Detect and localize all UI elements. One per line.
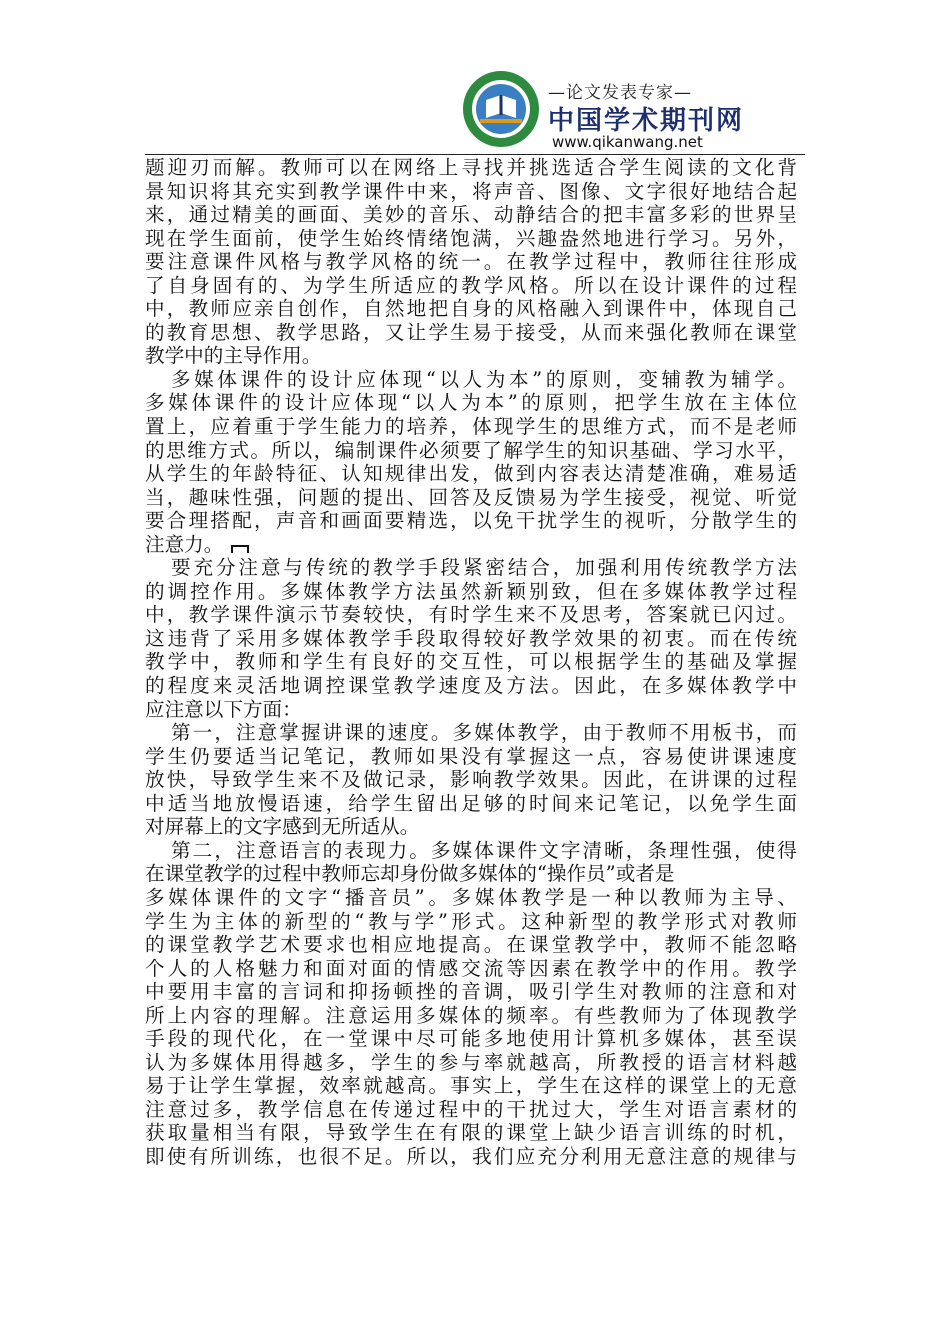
text-line: 对屏幕上的文字感到无所适从。 bbox=[145, 815, 420, 839]
text-line: 注意力。 bbox=[145, 532, 224, 556]
text-line: 教学中，教师和学生有良好的交互性，可以根据学生的基础及掌握 bbox=[145, 650, 797, 674]
text-line: 易于让学生掌握，效率就越高。事实上，学生在这样的课堂上的无意 bbox=[145, 1074, 797, 1098]
page-header bbox=[0, 0, 950, 158]
site-url: www.qikanwang.net bbox=[552, 133, 703, 151]
text-line: 的课堂教学艺术要求也相应地提高。在课堂教学中，教师不能忽略 bbox=[145, 933, 797, 957]
text-line: 即使有所训练，也很不足。所以，我们应充分利用无意注意的规律与 bbox=[145, 1144, 797, 1168]
text-line: 景知识将其充实到教学课件中来，将声音、图像、文字很好地结合起 bbox=[145, 179, 797, 203]
logo-tagline: —论文发表专家— bbox=[548, 83, 692, 103]
text-line: 注意过多，教学信息在传递过程中的干扰过大，学生对语言素材的 bbox=[145, 1097, 797, 1121]
text-line: 第一，注意掌握讲课的速度。多媒体教学，由于教师不用板书，而 bbox=[171, 721, 797, 745]
text-line: 放快，导致学生来不及做记录，影响教学效果。因此，在讲课的过程 bbox=[145, 768, 797, 792]
text-line: 来，通过精美的画面、美妙的音乐、动静结合的把丰富多彩的世界呈 bbox=[145, 203, 797, 227]
text-line: 中，教学课件演示节奏较快，有时学生来不及思考，答案就已闪过。 bbox=[145, 603, 797, 627]
text-line: 这违背了采用多媒体教学手段取得较好教学效果的初衷。而在传统 bbox=[145, 626, 797, 650]
text-line: 的思维方式。所以，编制课件必须要了解学生的知识基础、学习水平， bbox=[145, 438, 797, 462]
edit-mark-icon bbox=[231, 545, 249, 553]
text-line: 从学生的年龄特征、认知规律出发，做到内容表达清楚准确，难易适 bbox=[145, 462, 797, 486]
text-line: 多媒体课件的设计应体现“以人为本”的原则，把学生放在主体位 bbox=[145, 391, 797, 415]
text-line: 学生为主体的新型的“教与学”形式。这种新型的教学形式对教师 bbox=[145, 909, 797, 933]
text-line: 多媒体课件的设计应体现“以人为本”的原则，变辅教为辅学。 bbox=[171, 367, 797, 391]
text-line: 中要用丰富的言词和抑扬顿挫的音调，吸引学生对教师的注意和对 bbox=[145, 980, 797, 1004]
header-divider bbox=[145, 154, 805, 155]
site-name: 中国学术期刊网 bbox=[548, 106, 745, 136]
text-line: 要注意课件风格与教学风格的统一。在教学过程中，教师往往形成 bbox=[145, 250, 797, 274]
text-line: 第二，注意语言的表现力。多媒体课件文字清晰，条理性强，使得 bbox=[171, 838, 797, 862]
text-line: 中，教师应亲自创作，自然地把自身的风格融入到课件中，体现自己 bbox=[145, 297, 797, 321]
text-line: 要合理搭配，声音和画面要精选，以免干扰学生的视听，分散学生的 bbox=[145, 509, 797, 533]
text-line: 在课堂教学的过程中教师忘却身份做多媒体的“操作员”或者是 bbox=[145, 862, 675, 886]
text-line: 题迎刃而解。教师可以在网络上寻找并挑选适合学生阅读的文化背 bbox=[145, 156, 797, 179]
text-line: 现在学生面前，使学生始终情绪饱满，兴趣盎然地进行学习。另外， bbox=[145, 226, 797, 250]
text-line: 中适当地放慢语速，给学生留出足够的时间来记笔记，以免学生面 bbox=[145, 791, 797, 815]
text-line: 所上内容的理解。注意运用多媒体的频率。有些教师为了体现教学 bbox=[145, 1003, 797, 1027]
text-line: 的程度来灵活地调控课堂教学速度及方法。因此，在多媒体教学中 bbox=[145, 674, 797, 698]
text-line-with-mark bbox=[145, 533, 797, 557]
article-body bbox=[145, 156, 797, 1169]
text-line: 手段的现代化，在一堂课中尽可能多地使用计算机多媒体，甚至误 bbox=[145, 1027, 797, 1051]
text-line: 个人的人格魅力和面对面的情感交流等因素在教学中的作用。教学 bbox=[145, 956, 797, 980]
text-line: 获取量相当有限，导致学生在有限的课堂上缺少语言训练的时机， bbox=[145, 1121, 797, 1145]
journal-logo-icon bbox=[462, 70, 540, 148]
text-line: 置上，应着重于学生能力的培养，体现学生的思维方式，而不是老师 bbox=[145, 415, 797, 439]
text-line: 应注意以下方面： bbox=[145, 697, 302, 721]
text-line: 的调控作用。多媒体教学方法虽然新颖别致，但在多媒体教学过程 bbox=[145, 579, 797, 603]
text-line: 的教育思想、教学思路，又让学生易于接受，从而来强化教师在课堂 bbox=[145, 320, 797, 344]
text-line: 认为多媒体用得越多，学生的参与率就越高，所教授的语言材料越 bbox=[145, 1050, 797, 1074]
text-line: 当，趣味性强，问题的提出、回答及反馈易为学生接受，视觉、听觉 bbox=[145, 485, 797, 509]
text-line: 要充分注意与传统的教学手段紧密结合，加强利用传统教学方法 bbox=[171, 556, 797, 580]
text-line: 学生仍要适当记笔记，教师如果没有掌握这一点，容易使讲课速度 bbox=[145, 744, 797, 768]
text-line: 了自身固有的、为学生所适应的教学风格。所以在设计课件的过程 bbox=[145, 273, 797, 297]
text-line: 多媒体课件的文字“播音员”。多媒体教学是一种以教师为主导、 bbox=[145, 885, 797, 909]
text-line: 教学中的主导作用。 bbox=[145, 344, 322, 368]
